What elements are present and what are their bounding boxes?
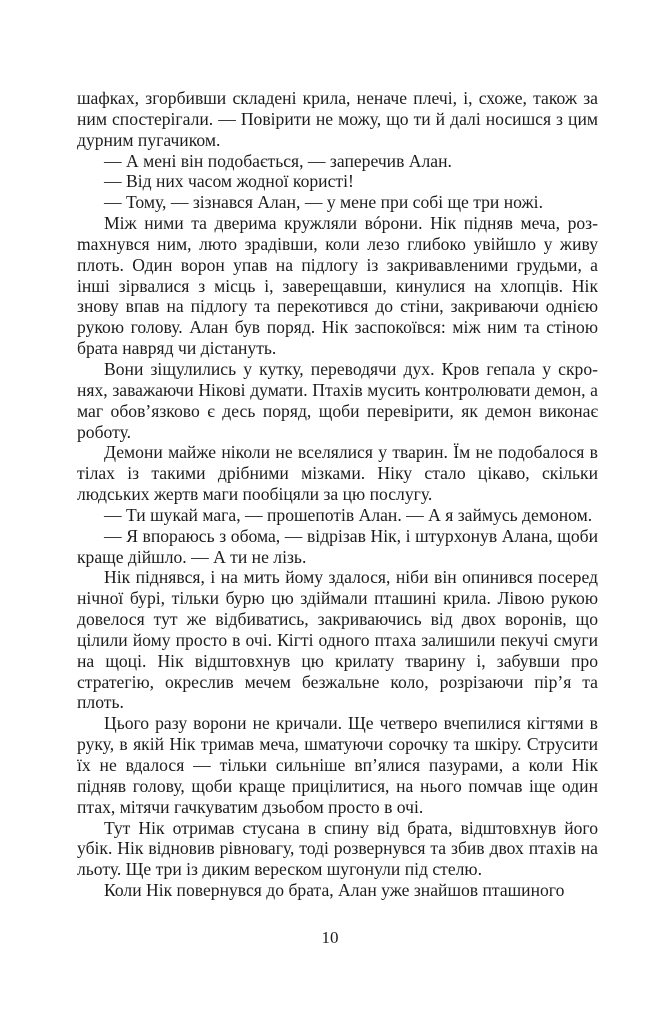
paragraph: — Від них часом жодної користі!	[104, 171, 354, 192]
paragraph: Демони майже ніколи не вселялися у тварин. Їм не подобалося в тілах із такими дрібними мізками. Ніку стало цікаво, скільки людських жертв маги пообіцяли за цю послугу.	[77, 442, 598, 505]
paragraph: — Тому, — зізнався Алан, — у мене при собі ще три ножі.	[104, 192, 543, 213]
paragraph: шафках, згорбивши складені крила, неначе плечі, і, схоже, також за ним спостерігали. — Повірити не можу, що ти й далі носишся з цим дурним пугачиком.	[77, 88, 598, 150]
paragraph: Цього разу ворони не кричали. Ще четверо вчепилися кігтями в руку, в якій Нік тримав меча, шматуючи сорочку та шкіру. Струсити їх не вдалося — тільки сильніше вп’ялися пазурами, а коли Нік підняв голову, щоби краще прицілитися, на нього помчав іще один птах, мітячи гачкуватим дзьобом просто в очі.	[77, 713, 598, 817]
paragraph: Вони зіщулились у кутку, переводячи дух. Кров гепала у скронях, заважаючи Нікові думати. Птахів мусить контролювати демон, а маг обов’язково є десь поряд, щоби перевірити, як демон виконає роботу.	[77, 358, 598, 442]
paragraph: — Ти шукай мага, — прошепотів Алан. — А я займусь демоном.	[104, 504, 593, 525]
paragraph: — Я впораюсь з обома, — відрізав Нік, і штурхонув Алана, щоби краще дійшло. — А ти не лізь.	[77, 525, 598, 567]
page-number: 10	[321, 928, 339, 947]
body-text	[77, 88, 598, 901]
paragraph: Нік піднявся, і на мить йому здалося, ніби він опинився посеред нічної бурі, тільки бурю цю здіймали пташині крила. Лівою рукою довелося тут же відбиватись, закриваючись від двох воронів, що цілили йому просто в очі. Кігті одного птаха залишили пекучі смуги на щоці. Нік відштовхнув цю крилату тварину і, забувши про стратегію, окреслив мечем безжальне коло, розрізаючи пір’я та плоть.	[77, 567, 598, 713]
paragraph: Між ними та дверима кружляли вóрони. Нік підняв меча, розmахнувся ним, люто зрадівши, коли лезо глибоко увійшло у живу плоть. Один ворон упав на підлогу із закривавленими грудьми, а інші зірвалися з місць і, заверещавши, кинулися на хлопців. Нік знову впав на підлогу та перекотився до стіни, закриваючи однією рукою голову. Алан був поряд. Нік заспокоївся: між ним та стіною брата навряд чи дістануть.	[77, 213, 598, 359]
paragraph: — А мені він подобається, — заперечив Алан.	[104, 150, 452, 171]
paragraph: Коли Нік повернувся до брата, Алан уже знайшов пташиного	[104, 880, 565, 901]
paragraph: Тут Нік отримав стусана в спину від брата, відштовхнув його убік. Нік відновив рівновагу, тоді розвернувся та збив двох птахів на льоту. Ще три із диким вереском шугонули під стелю.	[77, 817, 598, 880]
